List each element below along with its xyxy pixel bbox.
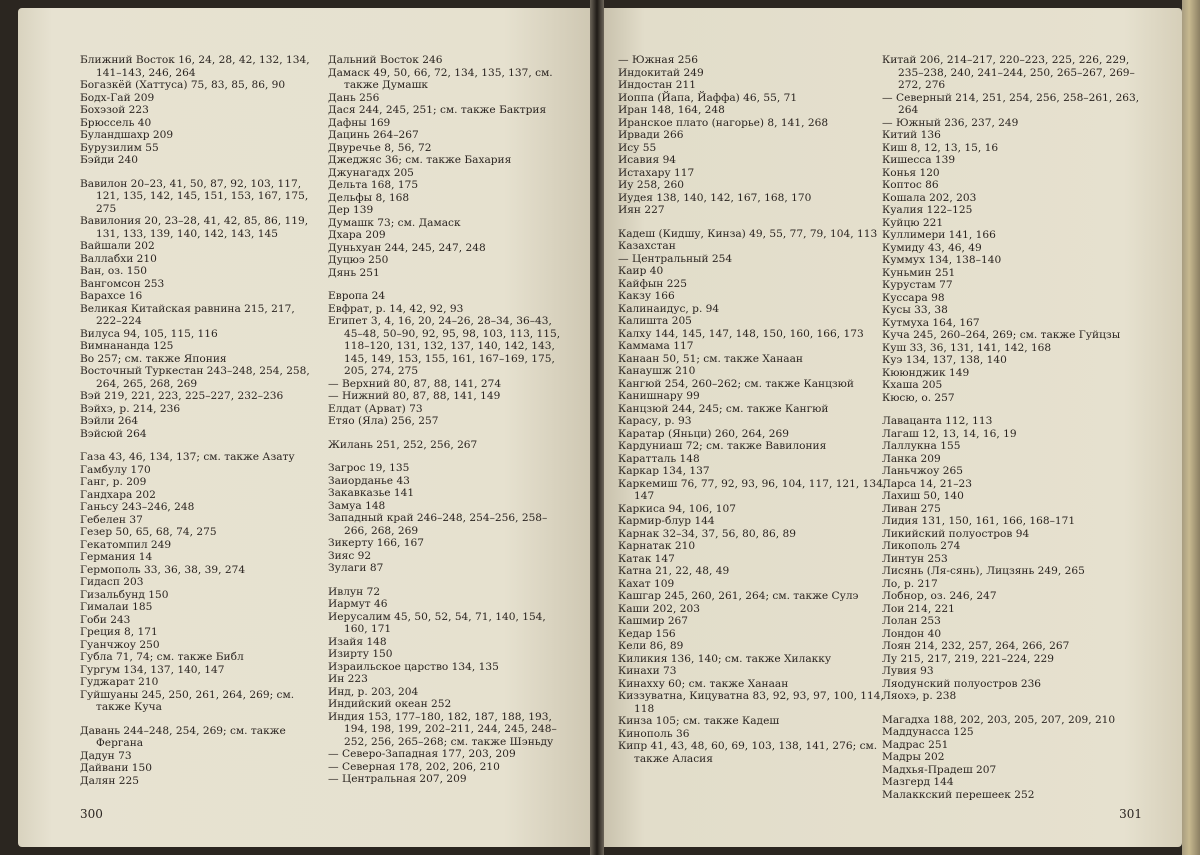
- index-entry: Вэй 219, 221, 223, 225–227, 232–236: [80, 390, 284, 402]
- index-entry: Давань 244–248, 254, 269; см. также Фергана: [80, 724, 286, 749]
- index-column: [618, 54, 888, 765]
- index-entry: Ляодунский полуостров 236: [882, 677, 1042, 690]
- index-entry: Лобнор, оз. 246, 247: [882, 590, 997, 602]
- index-entry: Индостан 211: [618, 79, 696, 91]
- index-entry: Какзу 166: [618, 290, 675, 302]
- index-entry: Кююнджик 149: [882, 366, 970, 379]
- index-entry: Вавилон 20–23, 41, 50, 87, 92, 103, 117, 121, 135, 142, 145, 151, 153, 167, 175, 275: [80, 177, 309, 215]
- index-entry: Ивлун 72: [328, 585, 381, 598]
- page-number: 300: [80, 807, 103, 821]
- index-entry: Лахиш 50, 140: [882, 490, 964, 502]
- index-entry: Куллимери 141, 166: [882, 229, 996, 241]
- index-entry: Ливан 275: [882, 502, 941, 515]
- index-entry: Киликия 136, 140; см. также Хилакку: [618, 652, 832, 665]
- index-entry: Гуанчжоу 250: [80, 638, 160, 651]
- index-entry: Ирвади 266: [618, 129, 684, 141]
- index-entry: Куэ 134, 137, 138, 140: [882, 354, 1007, 366]
- index-entry: Изайя 148: [328, 635, 387, 648]
- index-entry: Дуньхуан 244, 245, 247, 248: [328, 241, 486, 254]
- index-entry: Кахат 109: [618, 577, 675, 590]
- index-entry: Лисянь (Ля-сянь), Лицзянь 249, 265: [882, 565, 1085, 577]
- section-gap: [882, 404, 1152, 415]
- section-gap: [328, 575, 570, 586]
- book-gutter: [590, 0, 604, 855]
- index-entry: Калишта 205: [618, 315, 692, 327]
- index-entry: Ликийский полуостров 94: [882, 527, 1030, 540]
- index-entry: Гуйшуаны 245, 250, 261, 264, 269; см. также Куча: [80, 688, 295, 713]
- index-entry: Карасу, р. 93: [618, 415, 692, 427]
- index-entry: Иерусалим 45, 50, 52, 54, 71, 140, 154, 160, 171: [328, 610, 546, 635]
- index-entry: Бодх-Гай 209: [80, 91, 155, 104]
- index-entry: Калху 144, 145, 147, 148, 150, 160, 166, 173: [618, 327, 864, 340]
- index-entry: Индия 153, 177–180, 182, 187, 188, 193, 194, 198, 199, 202–211, 244, 245, 248–252, 256, 265–268; см. также Шэньду: [328, 710, 557, 748]
- index-column: [328, 54, 570, 786]
- index-entry: Иранское плато (нагорье) 8, 141, 268: [618, 116, 829, 129]
- index-entry: Дельта 168, 175: [328, 179, 419, 191]
- index-entry: Джеджяс 36; см. также Бахария: [328, 154, 512, 166]
- index-entry: — Верхний 80, 87, 88, 141, 274: [328, 377, 502, 390]
- index-entry: Лувия 93: [882, 665, 934, 677]
- index-entry: Дянь 251: [328, 266, 380, 279]
- index-entry: Дафны 169: [328, 116, 391, 129]
- index-entry: Кинахи 73: [618, 665, 677, 677]
- index-entry: Гезер 50, 65, 68, 74, 275: [80, 526, 217, 538]
- index-entry: Газа 43, 46, 134, 137; см. также Азату: [80, 451, 295, 463]
- index-entry: Китай 206, 214–217, 220–223, 225, 226, 229, 235–238, 240, 241–244, 250, 265–267, 269–272, 276: [882, 54, 1135, 91]
- index-entry: Дацинь 264–267: [328, 129, 419, 141]
- index-entry: Ганьсу 243–246, 248: [80, 501, 195, 513]
- index-entry: Конья 120: [882, 166, 940, 179]
- index-entry: Дуцюэ 250: [328, 254, 389, 266]
- index-entry: Китий 136: [882, 129, 941, 141]
- index-entry: Киш 8, 12, 13, 15, 16: [882, 141, 999, 154]
- index-entry: Лои 214, 221: [882, 602, 955, 615]
- index-entry: Гуджарат 210: [80, 676, 159, 688]
- index-entry: Дельфы 8, 168: [328, 191, 410, 204]
- index-entry: Лолан 253: [882, 615, 941, 627]
- index-entry: Елдат (Арват) 73: [328, 402, 423, 415]
- index-entry: Индокитай 249: [618, 66, 704, 79]
- index-entry: Бохэзой 223: [80, 104, 149, 116]
- index-entry: Кинахху 60; см. также Ханаан: [618, 677, 789, 690]
- index-entry: Ляохэ, р. 238: [882, 690, 957, 702]
- index-entry: Кинополь 36: [618, 727, 690, 740]
- index-entry: Канишнару 99: [618, 390, 700, 402]
- index-entry: Вэйсюй 264: [80, 427, 147, 440]
- index-entry: Гамбулу 170: [80, 463, 151, 476]
- index-entry: Вэйхэ, р. 214, 236: [80, 402, 181, 415]
- index-entry: — Северная 178, 202, 206, 210: [328, 760, 500, 773]
- index-entry: Курустам 77: [882, 279, 953, 291]
- index-entry: Киззуватна, Кицуватна 83, 92, 93, 97, 100, 114, 118: [618, 690, 884, 715]
- index-entry: Гургум 134, 137, 140, 147: [80, 663, 225, 676]
- index-entry: Бэйди 240: [80, 154, 138, 166]
- index-entry: Малаккский перешеек 252: [882, 788, 1035, 801]
- section-gap: [80, 167, 312, 178]
- index-entry: Куча 245, 260–264, 269; см. также Гуйцзы: [882, 329, 1121, 341]
- index-entry: Лаллукна 155: [882, 440, 961, 452]
- index-entry: Иу 258, 260: [618, 179, 685, 191]
- index-entry: Иармут 46: [328, 598, 388, 610]
- index-entry: Исавия 94: [618, 154, 677, 166]
- section-gap: [80, 714, 312, 725]
- index-entry: Варахсе 16: [80, 290, 143, 302]
- index-entry: Катак 147: [618, 552, 675, 565]
- index-entry: Закавказье 141: [328, 487, 415, 499]
- index-entry: Казахстан: [618, 240, 676, 252]
- index-entry: Кипр 41, 43, 48, 60, 69, 103, 138, 141, 276; см. также Аласия: [618, 740, 878, 765]
- index-entry: Гизальбунд 150: [80, 588, 169, 601]
- index-entry: Кармир-блур 144: [618, 515, 715, 527]
- index-entry: Кайфын 225: [618, 277, 687, 290]
- index-entry: — Северо-Западная 177, 203, 209: [328, 748, 516, 760]
- index-entry: Валлабхи 210: [80, 252, 157, 265]
- index-entry: — Центральный 254: [618, 252, 733, 265]
- index-entry: Иран 148, 164, 248: [618, 104, 725, 116]
- index-entry: Кедар 156: [618, 627, 676, 640]
- index-entry: Ло, р. 217: [882, 577, 938, 590]
- index-entry: Дальний Восток 246: [328, 54, 443, 66]
- index-entry: — Южная 256: [618, 54, 698, 66]
- index-entry: Куммух 134, 138–140: [882, 254, 1002, 266]
- index-entry: Дайвани 150: [80, 762, 152, 774]
- index-entry: Калинаидус, р. 94: [618, 302, 720, 315]
- index-entry: Вавилония 20, 23–28, 41, 42, 85, 86, 119, 131, 133, 139, 140, 142, 143, 145: [80, 215, 309, 240]
- index-entry: Инд, р. 203, 204: [328, 685, 419, 698]
- section-gap: [80, 440, 312, 451]
- index-entry: Дер 139: [328, 204, 374, 216]
- index-entry: Восточный Туркестан 243–248, 254, 258, 264, 265, 268, 269: [80, 365, 310, 390]
- index-entry: Кашмир 267: [618, 615, 689, 627]
- section-gap: [882, 703, 1152, 714]
- index-entry: Египет 3, 4, 16, 20, 24–26, 28–34, 36–43, 45–48, 50–90, 92, 95, 98, 103, 113, 115, 118–120, 131, 132, 137, 140, 142, 143, 145, 149, 153, 155, 161, 167–169, 175, 205, 274, 275: [328, 315, 561, 377]
- index-entry: Ликополь 274: [882, 540, 961, 552]
- index-entry: Коптос 86: [882, 179, 939, 191]
- index-entry: Вимнананда 125: [80, 340, 174, 352]
- index-entry: Кхаша 205: [882, 379, 943, 391]
- index-entry: Буландшахр 209: [80, 129, 174, 141]
- index-entry: Губла 71, 74; см. также Библ: [80, 651, 244, 663]
- index-entry: Лидия 131, 150, 161, 166, 168–171: [882, 515, 1076, 527]
- index-entry: Думашк 73; см. Дамаск: [328, 216, 461, 229]
- index-entry: Кусы 33, 38: [882, 304, 948, 316]
- index-entry: Гидасп 203: [80, 576, 144, 588]
- section-gap: [618, 217, 888, 228]
- index-entry: Куш 33, 36, 131, 141, 142, 168: [882, 341, 1052, 354]
- index-entry: Канцзюй 244, 245; см. также Кангюй: [618, 402, 829, 415]
- index-entry: Евфрат, р. 14, 42, 92, 93: [328, 302, 464, 315]
- index-entry: Греция 8, 171: [80, 626, 158, 638]
- index-entry: Кошала 202, 203: [882, 191, 977, 204]
- index-entry: Замуа 148: [328, 499, 386, 512]
- section-gap: [328, 428, 570, 439]
- index-entry: Кумиду 43, 46, 49: [882, 241, 982, 254]
- index-entry: Кутмуха 164, 167: [882, 316, 980, 329]
- index-entry: Гоби 243: [80, 613, 131, 626]
- index-entry: Каши 202, 203: [618, 602, 700, 615]
- index-entry: Джунагадх 205: [328, 166, 414, 179]
- index-entry: Богазкёй (Хаттуса) 75, 83, 85, 86, 90: [80, 79, 286, 91]
- index-entry: Гермополь 33, 36, 38, 39, 274: [80, 563, 246, 576]
- index-entry: Вилуса 94, 105, 115, 116: [80, 327, 218, 340]
- index-entry: Западный край 246–248, 254–256, 258–266, 268, 269: [328, 512, 548, 537]
- index-entry: Кюсю, о. 257: [882, 391, 955, 404]
- index-entry: Лавацанта 112, 113: [882, 415, 993, 427]
- index-entry: Заиорданье 43: [328, 474, 410, 487]
- index-entry: Каир 40: [618, 265, 664, 277]
- index-entry: Германия 14: [80, 551, 153, 563]
- index-entry: Зикерту 166, 167: [328, 537, 424, 549]
- index-entry: Вайшали 202: [80, 240, 155, 252]
- index-entry: Гекатомпил 249: [80, 538, 172, 551]
- index-entry: Кишесса 139: [882, 154, 956, 166]
- index-entry: Линтун 253: [882, 552, 948, 565]
- index-entry: Гандхара 202: [80, 488, 156, 501]
- index-entry: Етяо (Яла) 256, 257: [328, 415, 439, 427]
- index-entry: Канаан 50, 51; см. также Ханаан: [618, 352, 803, 365]
- index-entry: — Северный 214, 251, 254, 256, 258–261, 263, 264: [882, 91, 1140, 116]
- index-entry: Лоян 214, 232, 257, 264, 266, 267: [882, 640, 1070, 652]
- index-entry: Вангомсон 253: [80, 277, 165, 290]
- index-entry: Далян 225: [80, 774, 139, 787]
- index-entry: Каркемиш 76, 77, 92, 93, 96, 104, 117, 121, 134, 147: [618, 477, 887, 502]
- index-entry: Куйцю 221: [882, 216, 944, 229]
- index-entry: Ису 55: [618, 141, 657, 154]
- index-entry: — Центральная 207, 209: [328, 773, 467, 785]
- index-entry: Зулаги 87: [328, 562, 384, 574]
- index-entry: Каркар 134, 137: [618, 465, 710, 477]
- page-number: 301: [1119, 807, 1142, 821]
- index-entry: Ларса 14, 21–23: [882, 477, 973, 490]
- index-entry: Истахару 117: [618, 166, 695, 179]
- right-page: [604, 8, 1182, 847]
- index-entry: Лондон 40: [882, 627, 942, 640]
- index-entry: Кардуниаш 72; см. также Вавилония: [618, 440, 827, 452]
- index-entry: Зияс 92: [328, 549, 372, 562]
- index-entry: Мадры 202: [882, 751, 945, 763]
- index-entry: Каммама 117: [618, 340, 694, 352]
- index-entry: Кангюй 254, 260–262; см. также Канцзюй: [618, 377, 854, 390]
- index-entry: Жилань 251, 252, 256, 267: [328, 438, 478, 451]
- index-entry: Лагаш 12, 13, 14, 16, 19: [882, 427, 1017, 440]
- index-entry: Ближний Восток 16, 24, 28, 42, 132, 134, 141–143, 246, 264: [80, 54, 310, 79]
- index-entry: Двуречье 8, 56, 72: [328, 141, 432, 154]
- index-entry: Дхара 209: [328, 229, 386, 241]
- index-entry: Гебелен 37: [80, 513, 143, 526]
- index-entry: Куалия 122–125: [882, 204, 973, 216]
- index-entry: Великая Китайская равнина 215, 217, 222–224: [80, 302, 295, 327]
- index-entry: Лу 215, 217, 219, 221–224, 229: [882, 652, 1054, 665]
- index-entry: Иоппа (Йапа, Йаффа) 46, 55, 71: [618, 91, 798, 104]
- index-entry: Куньмин 251: [882, 266, 956, 279]
- index-entry: Дань 256: [328, 91, 380, 104]
- book-page-edges: [1182, 0, 1200, 855]
- index-column: [80, 54, 312, 787]
- index-entry: Ланка 209: [882, 452, 941, 465]
- index-entry: Израильское царство 134, 135: [328, 660, 499, 673]
- index-entry: Бурузилим 55: [80, 141, 159, 154]
- index-entry: Куссара 98: [882, 291, 945, 304]
- index-entry: Каркиса 94, 106, 107: [618, 502, 736, 515]
- index-entry: Брюссель 40: [80, 116, 152, 129]
- index-entry: Иудея 138, 140, 142, 167, 168, 170: [618, 191, 812, 204]
- index-entry: Карнатак 210: [618, 540, 696, 552]
- index-entry: Каратталь 148: [618, 452, 700, 465]
- index-entry: Кинза 105; см. также Кадеш: [618, 715, 780, 727]
- index-entry: Загрос 19, 135: [328, 462, 410, 474]
- index-entry: Карнак 32–34, 37, 56, 80, 86, 89: [618, 527, 796, 540]
- index-entry: Изирту 150: [328, 648, 393, 660]
- index-entry: — Нижний 80, 87, 88, 141, 149: [328, 390, 501, 402]
- index-entry: Ин 223: [328, 673, 368, 685]
- index-entry: Иян 227: [618, 204, 665, 216]
- index-entry: Ланьчжоу 265: [882, 465, 963, 477]
- index-entry: Индийский океан 252: [328, 698, 452, 710]
- index-entry: Мазгерд 144: [882, 776, 954, 788]
- index-entry: Кашгар 245, 260, 261, 264; см. также Сулэ: [618, 590, 859, 602]
- index-entry: Каратар (Яньци) 260, 264, 269: [618, 427, 789, 440]
- index-entry: — Южный 236, 237, 249: [882, 116, 1019, 129]
- index-entry: Дадун 73: [80, 749, 132, 762]
- index-entry: Кадеш (Кидшу, Кинза) 49, 55, 77, 79, 104, 113: [618, 227, 878, 240]
- section-gap: [328, 451, 570, 462]
- left-page: [18, 8, 590, 847]
- index-column: [882, 54, 1152, 801]
- index-entry: Гималаи 185: [80, 601, 153, 613]
- index-entry: Европа 24: [328, 290, 386, 302]
- section-gap: [328, 279, 570, 290]
- index-entry: Ван, оз. 150: [80, 265, 148, 277]
- index-entry: Канаушж 210: [618, 365, 696, 377]
- index-entry: Вэйли 264: [80, 415, 139, 427]
- index-entry: Маддунасса 125: [882, 726, 974, 738]
- index-entry: Мадхья-Прадеш 207: [882, 763, 997, 776]
- index-entry: Ганг, р. 209: [80, 476, 147, 488]
- index-entry: Дамаск 49, 50, 66, 72, 134, 135, 137, см. также Думашк: [328, 66, 553, 91]
- index-entry: Кели 86, 89: [618, 640, 684, 652]
- index-entry: Магадха 188, 202, 203, 205, 207, 209, 210: [882, 713, 1116, 726]
- index-entry: Катна 21, 22, 48, 49: [618, 565, 730, 577]
- index-entry: Дася 244, 245, 251; см. также Бактрия: [328, 104, 547, 116]
- index-entry: Во 257; см. также Япония: [80, 352, 227, 365]
- index-entry: Мадрас 251: [882, 738, 949, 751]
